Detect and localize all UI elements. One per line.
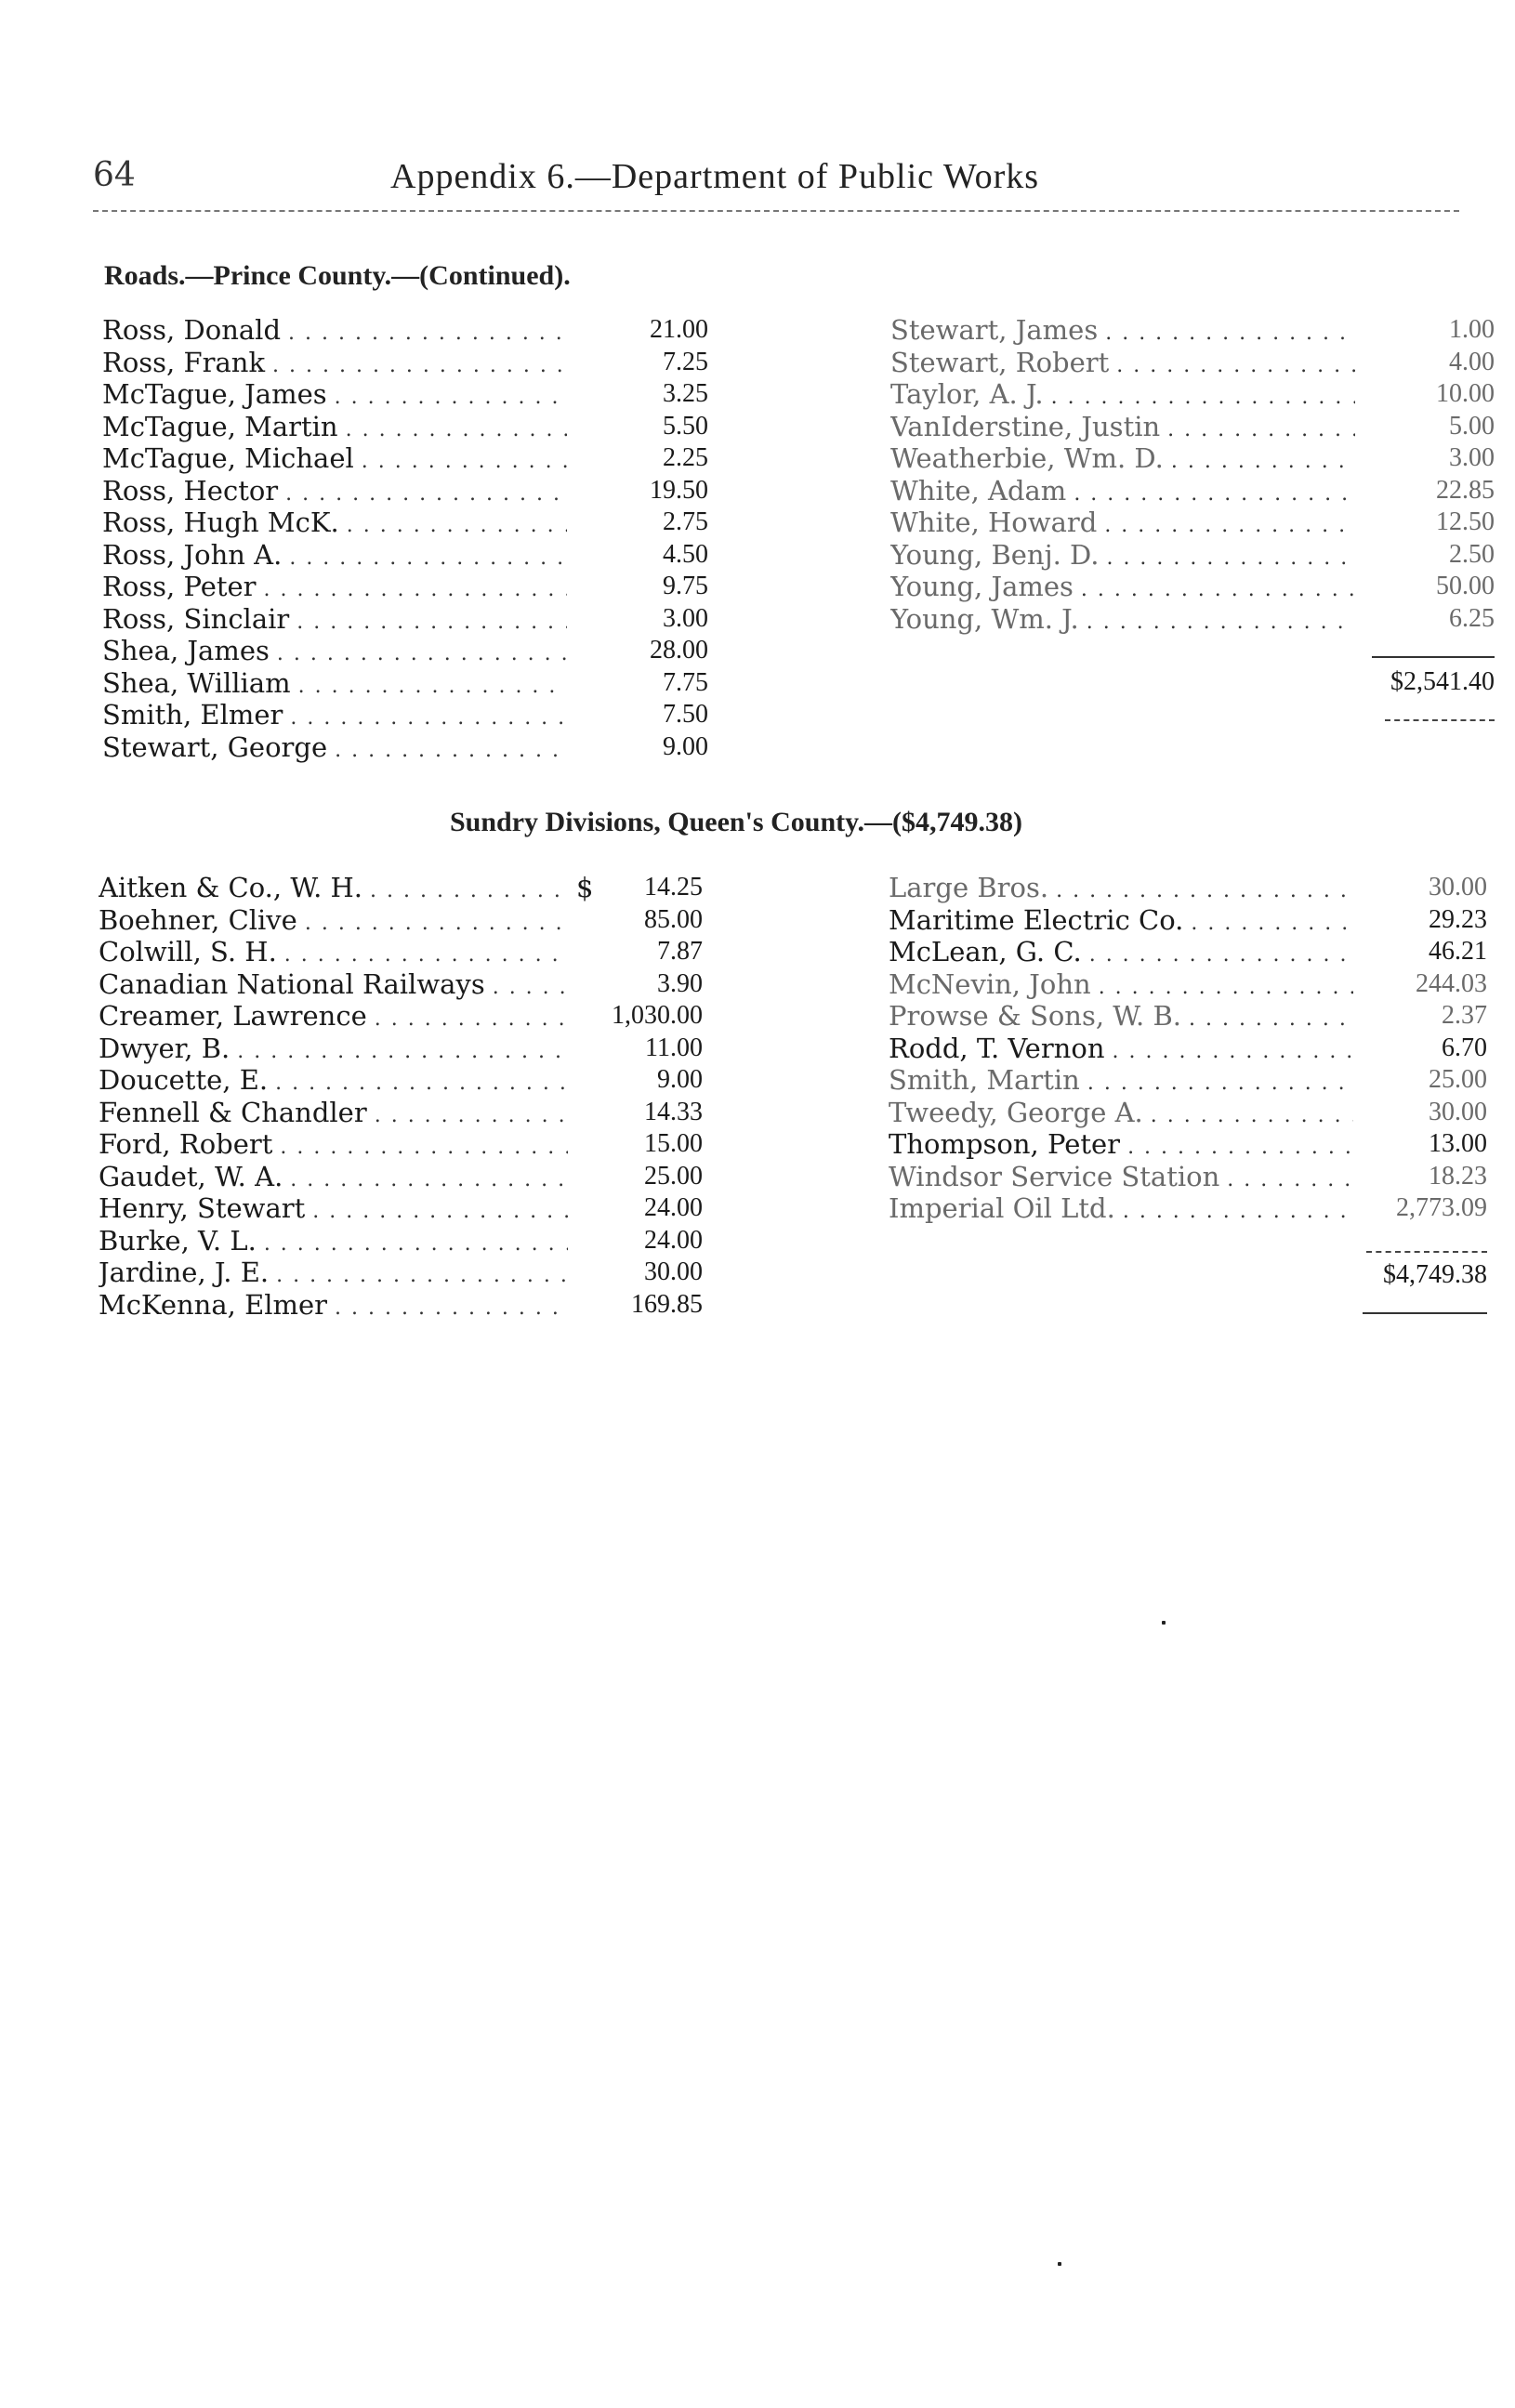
list-item xyxy=(890,539,1495,572)
list-item xyxy=(890,314,1495,347)
entry-name xyxy=(890,539,1355,575)
entry-name-text: Burke, V. L. xyxy=(99,1224,257,1257)
entry-name-text: Windsor Service Station xyxy=(889,1160,1220,1192)
entry-amount: 3.25 xyxy=(663,379,708,408)
entry-name-text: Fennell & Chandler xyxy=(99,1096,367,1128)
entry-name-text: Ross, Donald xyxy=(102,314,282,346)
entry-name-text: Smith, Martin xyxy=(889,1064,1080,1096)
list-item xyxy=(890,378,1495,411)
entry-name-text: Ross, Hugh McK. xyxy=(102,507,339,538)
leader-dots xyxy=(1105,314,1355,350)
entry-name-text: Young, Benj. D. xyxy=(890,538,1100,571)
entry-name-text: White, Adam xyxy=(890,474,1067,507)
entry-name-text: Rodd, T. Vernon xyxy=(889,1032,1105,1064)
entry-amount: 5.00 xyxy=(1449,411,1495,441)
leader-dots xyxy=(289,539,567,575)
entry-name xyxy=(890,347,1355,383)
list-item xyxy=(102,475,706,507)
entry-name-text: Boehner, Clive xyxy=(99,903,297,936)
entry-name-text: Weatherbie, Wm. D. xyxy=(890,442,1164,474)
entry-name xyxy=(889,1128,1353,1165)
leader-dots xyxy=(1056,872,1353,908)
list-item xyxy=(889,1161,1493,1193)
entry-name-text: Jardine, J. E. xyxy=(99,1257,270,1288)
entry-amount: 9.00 xyxy=(663,731,708,761)
list-item xyxy=(99,1000,703,1033)
list-item xyxy=(99,872,703,904)
leader-dots xyxy=(347,507,567,543)
entry-name-text: Ross, John A. xyxy=(102,538,283,571)
entry-amount: 5.50 xyxy=(663,411,708,441)
list-item xyxy=(889,904,1493,937)
leader-dots xyxy=(375,1097,568,1133)
entry-name xyxy=(102,667,567,704)
leader-dots xyxy=(1189,1000,1353,1036)
header-rule xyxy=(93,210,1459,212)
entry-amount: 50.00 xyxy=(1436,572,1495,600)
entry-amount: 2.75 xyxy=(663,507,708,536)
entry-amount: 9.00 xyxy=(657,1065,703,1094)
entry-amount: 30.00 xyxy=(644,1257,703,1286)
entry-amount: 1,030.00 xyxy=(612,1001,703,1030)
entry-name xyxy=(889,872,1353,908)
entry-name-text: Stewart, James xyxy=(890,314,1099,346)
queens-total-rule-top xyxy=(1366,1251,1487,1253)
entry-name xyxy=(889,1192,1353,1229)
list-item xyxy=(102,378,706,411)
queens-total-rule-bottom xyxy=(1363,1312,1487,1314)
entry-amount: 14.33 xyxy=(644,1097,703,1126)
entry-amount: 85.00 xyxy=(644,904,703,934)
entry-name-text: VanIderstine, Justin xyxy=(890,410,1161,442)
list-item xyxy=(99,1225,703,1257)
prince-total-rule-bottom xyxy=(1385,719,1495,721)
entry-amount: 7.75 xyxy=(663,667,708,697)
entry-name xyxy=(102,635,567,671)
entry-name-text: Colwill, S. H. xyxy=(99,936,277,967)
entry-name xyxy=(102,731,567,768)
entry-amount: 11.00 xyxy=(645,1033,703,1062)
leader-dots xyxy=(272,347,567,383)
entry-name xyxy=(99,1161,568,1197)
entry-name xyxy=(102,539,567,575)
entry-amount: 12.50 xyxy=(1436,507,1495,536)
prince-county-total: $2,541.40 xyxy=(1390,667,1495,696)
entry-name-text: Dwyer, B. xyxy=(99,1032,231,1064)
list-item xyxy=(890,507,1495,539)
entry-amount: 28.00 xyxy=(650,636,708,665)
leader-dots xyxy=(362,442,567,479)
entry-amount: 29.23 xyxy=(1429,904,1487,934)
entry-amount: 19.50 xyxy=(650,475,708,505)
entry-name xyxy=(102,507,567,543)
entry-name xyxy=(99,1033,568,1069)
entry-name-text: Tweedy, George A. xyxy=(889,1096,1143,1128)
leader-dots xyxy=(264,571,567,607)
entry-name xyxy=(889,1097,1353,1133)
leader-dots xyxy=(370,872,568,908)
list-item xyxy=(889,968,1493,1001)
leader-dots xyxy=(1074,475,1355,511)
entry-name xyxy=(99,1000,568,1036)
list-item xyxy=(889,1000,1493,1033)
list-item xyxy=(890,347,1495,379)
leader-dots xyxy=(1123,1192,1353,1229)
entry-name-text: Stewart, Robert xyxy=(890,346,1110,378)
entry-name xyxy=(99,904,568,941)
entry-name-text: Gaudet, W. A. xyxy=(99,1160,283,1192)
entry-name-text: Ford, Robert xyxy=(99,1128,273,1160)
entry-amount: 7.50 xyxy=(663,700,708,729)
prince-total-rule-top xyxy=(1372,656,1495,658)
entry-name-text: Young, James xyxy=(890,571,1074,602)
list-item xyxy=(102,347,706,379)
list-item xyxy=(889,936,1493,968)
entry-amount: 14.25 xyxy=(644,873,703,901)
entry-name xyxy=(102,442,567,479)
list-item xyxy=(890,603,1495,636)
leader-dots xyxy=(296,603,567,639)
entry-name xyxy=(890,475,1355,511)
entry-name-text: Smith, Elmer xyxy=(102,699,283,730)
leader-dots xyxy=(335,378,567,414)
leader-dots xyxy=(1104,507,1355,543)
entry-name xyxy=(890,442,1355,479)
leader-dots xyxy=(280,1128,568,1165)
entry-name-text: White, Howard xyxy=(890,507,1098,538)
entry-name xyxy=(99,1192,568,1229)
entry-amount: 2,773.09 xyxy=(1396,1193,1487,1222)
entry-name-text: Shea, James xyxy=(102,635,270,666)
entry-name xyxy=(99,1289,568,1325)
leader-dots xyxy=(1087,1064,1353,1100)
entry-amount: 46.21 xyxy=(1429,937,1487,966)
list-item xyxy=(99,1033,703,1065)
list-item xyxy=(102,442,706,475)
leader-dots xyxy=(264,1225,568,1261)
entry-name xyxy=(889,1000,1353,1036)
entry-amount: 15.00 xyxy=(644,1129,703,1158)
leader-dots xyxy=(375,1000,568,1036)
entry-amount: 4.00 xyxy=(1449,347,1495,376)
entry-name-text: Ross, Hector xyxy=(102,474,279,507)
entry-name xyxy=(99,1064,568,1100)
list-item xyxy=(102,635,706,667)
list-item xyxy=(889,1128,1493,1161)
leader-dots xyxy=(493,968,568,1005)
entry-name-text: Maritime Electric Co. xyxy=(889,903,1184,936)
list-item xyxy=(102,539,706,572)
queens-county-heading: Sundry Divisions, Queen's County.—($4,749.38) xyxy=(450,807,1022,837)
prince-county-heading: Roads.—Prince County.—(Continued). xyxy=(104,260,571,291)
leader-dots xyxy=(1127,1128,1353,1165)
list-item xyxy=(102,603,706,636)
entry-amount: 24.00 xyxy=(644,1193,703,1222)
entry-name-text: McNevin, John xyxy=(889,967,1091,1000)
entry-amount: 30.00 xyxy=(1429,873,1487,901)
prince-county-left-column xyxy=(102,314,706,763)
entry-amount: 10.00 xyxy=(1436,379,1495,408)
entry-amount: 6.25 xyxy=(1449,603,1495,633)
leader-dots xyxy=(1151,1097,1353,1133)
leader-dots xyxy=(1171,442,1355,479)
entry-amount: 2.25 xyxy=(663,443,708,472)
entry-amount: 4.50 xyxy=(663,539,708,569)
list-item xyxy=(99,904,703,937)
leader-dots xyxy=(290,699,567,735)
list-item xyxy=(102,731,706,764)
entry-amount: 2.37 xyxy=(1442,1001,1487,1030)
leader-dots xyxy=(1087,603,1355,639)
entry-name-text: Ross, Frank xyxy=(102,346,266,378)
entry-name-text: Prowse & Sons, W. B. xyxy=(889,1000,1181,1032)
leader-dots xyxy=(312,1192,568,1229)
entry-name xyxy=(889,904,1353,941)
entry-name xyxy=(890,507,1355,543)
entry-amount: 6.70 xyxy=(1442,1033,1487,1062)
running-title: Appendix 6.—Department of Public Works xyxy=(390,157,1040,196)
leader-dots xyxy=(335,731,567,768)
queens-county-total: $4,749.38 xyxy=(1383,1260,1487,1289)
list-item xyxy=(99,1064,703,1097)
entry-amount: 7.25 xyxy=(663,347,708,376)
list-item xyxy=(889,1097,1493,1129)
entry-name-text: Henry, Stewart xyxy=(99,1192,306,1224)
list-item xyxy=(102,314,706,347)
leader-dots xyxy=(346,411,567,447)
entry-amount: 7.87 xyxy=(657,937,703,966)
entry-name-text: Shea, William xyxy=(102,666,291,699)
entry-name-text: McTague, James xyxy=(102,378,327,410)
entry-amount: 3.00 xyxy=(1449,443,1495,472)
entry-amount: 169.85 xyxy=(631,1289,703,1319)
list-item xyxy=(99,1097,703,1129)
list-item xyxy=(890,571,1495,603)
list-item xyxy=(99,1128,703,1161)
entry-amount: 18.23 xyxy=(1429,1161,1487,1191)
leader-dots xyxy=(1227,1161,1353,1197)
entry-name-text: McTague, Martin xyxy=(102,410,338,442)
entry-name xyxy=(889,1064,1353,1100)
leader-dots xyxy=(1099,968,1353,1005)
leader-dots xyxy=(1106,539,1355,575)
entry-amount: 30.00 xyxy=(1429,1097,1487,1126)
leader-dots xyxy=(1089,936,1353,972)
entry-name-text: Doucette, E. xyxy=(99,1064,269,1096)
prince-county-right-column xyxy=(890,314,1495,635)
list-item xyxy=(99,1192,703,1225)
entry-name-text: McTague, Michael xyxy=(102,442,354,474)
entry-name xyxy=(102,571,567,607)
entry-amount: 22.85 xyxy=(1436,475,1495,505)
entry-name xyxy=(99,1225,568,1261)
list-item xyxy=(102,667,706,700)
entry-name-text: Stewart, George xyxy=(102,730,328,763)
leader-dots xyxy=(1113,1033,1354,1069)
entry-name-text: McLean, G. C. xyxy=(889,936,1082,967)
entry-name-text: Taylor, A. J. xyxy=(890,378,1044,410)
entry-name xyxy=(99,1128,568,1165)
entry-name-text: Imperial Oil Ltd. xyxy=(889,1192,1115,1224)
entry-name-text: McKenna, Elmer xyxy=(99,1288,328,1321)
entry-name xyxy=(102,699,567,735)
leader-dots xyxy=(1116,347,1355,383)
entry-name-text: Aitken & Co., W. H. xyxy=(99,872,363,903)
list-item xyxy=(889,1033,1493,1065)
list-item xyxy=(99,1161,703,1193)
leader-dots xyxy=(284,936,568,972)
entry-name-text: Thompson, Peter xyxy=(889,1128,1121,1160)
leader-dots xyxy=(288,314,567,350)
entry-name xyxy=(102,411,567,447)
list-item xyxy=(890,442,1495,475)
queens-county-left-column xyxy=(99,872,703,1321)
entry-amount: 21.00 xyxy=(650,315,708,344)
list-item xyxy=(99,1289,703,1322)
entry-amount: 25.00 xyxy=(1429,1065,1487,1094)
entry-name xyxy=(102,603,567,639)
list-item xyxy=(102,571,706,603)
entry-amount: 13.00 xyxy=(1429,1129,1487,1158)
list-item xyxy=(99,1257,703,1289)
entry-name xyxy=(890,571,1355,607)
entry-name-text: Young, Wm. J. xyxy=(890,602,1079,635)
list-item xyxy=(890,411,1495,443)
entry-name xyxy=(99,936,568,972)
entry-name-text: Ross, Sinclair xyxy=(102,602,290,635)
list-item xyxy=(102,699,706,731)
leader-dots xyxy=(335,1289,568,1325)
entry-amount: 244.03 xyxy=(1416,968,1487,998)
entry-name-text: Large Bros. xyxy=(889,872,1049,903)
leader-dots xyxy=(298,667,567,704)
dollar-sign: $ xyxy=(576,872,594,903)
queens-county-right-column xyxy=(889,872,1493,1225)
entry-name xyxy=(889,936,1353,972)
leader-dots xyxy=(275,1064,568,1100)
leader-dots xyxy=(290,1161,568,1197)
leader-dots xyxy=(305,904,568,941)
entry-name xyxy=(890,411,1355,447)
leader-dots xyxy=(277,635,567,671)
entry-amount: 24.00 xyxy=(644,1225,703,1255)
leader-dots xyxy=(1191,904,1353,941)
scan-speck xyxy=(1162,1621,1166,1625)
leader-dots xyxy=(1167,411,1355,447)
entry-name xyxy=(889,1161,1353,1197)
leader-dots xyxy=(237,1033,568,1069)
entry-amount: 9.75 xyxy=(663,572,708,600)
entry-amount: 25.00 xyxy=(644,1161,703,1191)
leader-dots xyxy=(1081,571,1355,607)
entry-name xyxy=(99,872,568,908)
list-item xyxy=(99,968,703,1001)
entry-amount: 1.00 xyxy=(1449,315,1495,344)
entry-name xyxy=(889,1033,1353,1069)
entry-amount: 3.00 xyxy=(663,603,708,633)
entry-name xyxy=(99,968,568,1005)
leader-dots xyxy=(1051,378,1355,414)
page-number: 64 xyxy=(93,156,136,194)
entry-name-text: Canadian National Railways xyxy=(99,967,485,1000)
entry-name xyxy=(102,314,567,350)
entry-name xyxy=(99,1257,568,1293)
entry-name-text: Ross, Peter xyxy=(102,571,257,602)
scan-speck xyxy=(1058,2262,1061,2266)
entry-name xyxy=(890,378,1355,414)
list-item xyxy=(889,872,1493,904)
entry-name xyxy=(890,603,1355,639)
entry-name xyxy=(890,314,1355,350)
list-item xyxy=(102,411,706,443)
entry-name xyxy=(102,347,567,383)
entry-amount: 3.90 xyxy=(657,968,703,998)
list-item xyxy=(889,1192,1493,1225)
entry-amount: 2.50 xyxy=(1449,539,1495,569)
entry-name xyxy=(889,968,1353,1005)
entry-name-text: Creamer, Lawrence xyxy=(99,1000,367,1032)
entry-name xyxy=(99,1097,568,1133)
page-header xyxy=(93,156,1459,208)
entry-name xyxy=(102,378,567,414)
list-item xyxy=(99,936,703,968)
entry-name xyxy=(102,475,567,511)
list-item xyxy=(889,1064,1493,1097)
leader-dots xyxy=(285,475,567,511)
leader-dots xyxy=(276,1257,568,1293)
list-item xyxy=(102,507,706,539)
list-item xyxy=(890,475,1495,507)
